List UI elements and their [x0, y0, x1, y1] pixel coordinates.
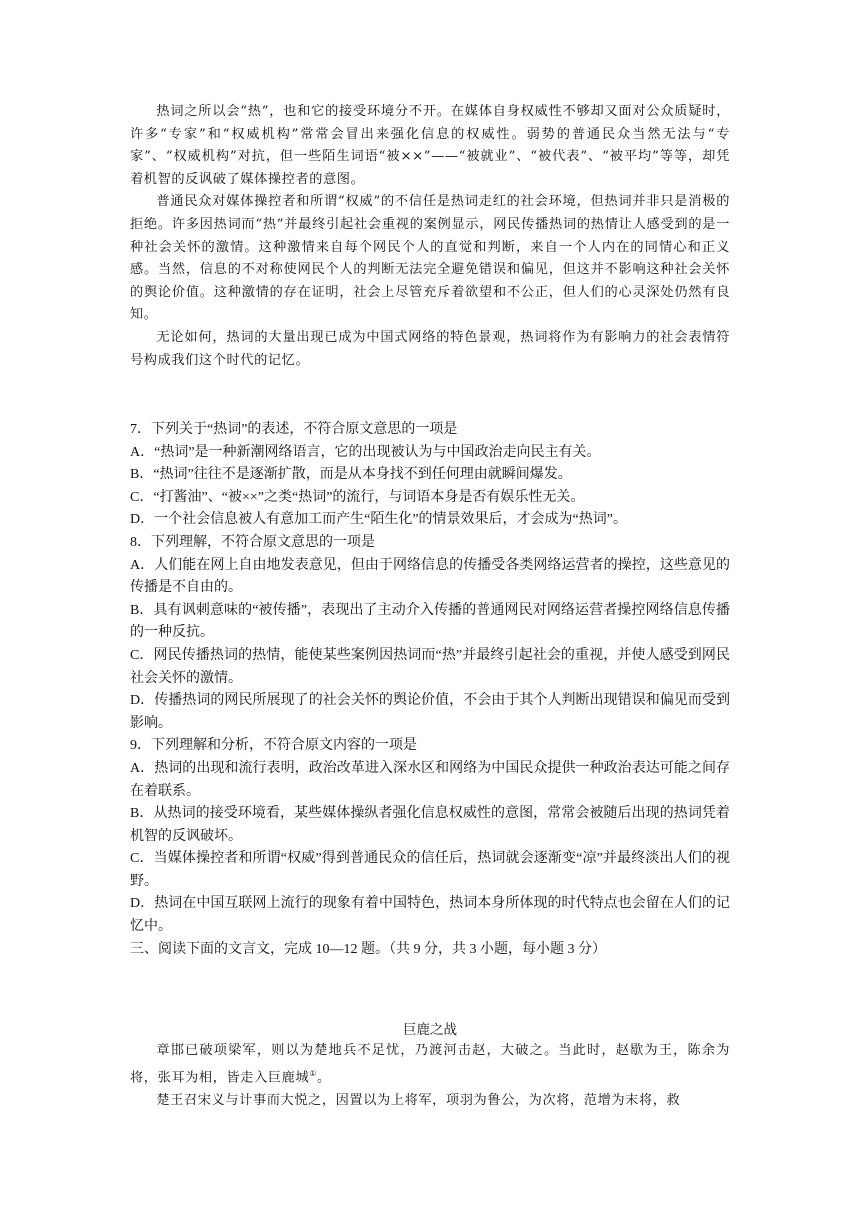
classical-paragraph-2: 楚王召宋义与计事而大悦之，因置以为上将军，项羽为鲁公，为次将，范增为末将，救 [156, 1092, 681, 1108]
option-c: C．当媒体操控者和所谓“权威”得到普通民众的信任后，热词就会逐渐变“凉”并最终淡出人们的视野。 [130, 851, 730, 889]
question-stem: 7．下列关于“热词”的表述，不符合原文意思的一项是 [130, 422, 458, 437]
classical-title: 巨鹿之战 [403, 1022, 457, 1038]
footnote-marker: ① [309, 1068, 318, 1078]
option-d: D．传播热词的网民所展现了的社会关怀的舆论价值，不会由于其个人判断出现错误和偏见而受到影响。 [130, 693, 730, 731]
questions-block [130, 419, 730, 961]
option-b: B．“热词”往往不是逐渐扩散，而是从本身找不到任何理由就瞬间爆发。 [130, 467, 572, 483]
option-b: B．从热词的接受环境看，某些媒体操纵者强化信息权威性的意图，常常会被随后出现的热词凭着机智的反讽破坏。 [130, 806, 730, 844]
classical-p1-text: 章邯已破项梁军，则以为楚地兵不足忧，乃渡河击赵，大破之。当此时，赵歇为王，陈余为将，张耳为相，皆走入巨鹿城 [130, 1043, 730, 1085]
passage [130, 101, 730, 372]
passage-paragraph-2: 普通民众对媒体操控者和所谓“权威”的不信任是热词走红的社会环境，但热词并非只是消极的拒绝。许多因热词而“热”并最终引起社会重视的案例显示，网民传播热词的热情让人感受到的是一种社会关怀的激情。这种激情来自每个网民个人的直觉和判断，来自一个人内在的同情心和正义感。当然，信息的不对称使网民个人的判断无法完全避免错误和偏见，但这并不影响这种社会关怀的舆论价值。这种激情的存在证明，社会上尽管充斥着欲望和不公正，但人们的心灵深处仍然有良知。 [130, 194, 730, 323]
classical-p1-end: 。 [317, 1069, 331, 1085]
classical-passage [130, 1040, 730, 1112]
question-8 [130, 532, 730, 735]
option-a: A．人们能在网上自由地发表意见，但由于网络信息的传播受各类网络运营者的操控，这些意见的传播是不自由的。 [130, 557, 730, 596]
question-7 [130, 419, 730, 532]
classical-paragraph-1 [130, 1040, 730, 1090]
option-d: D．一个社会信息被人有意加工而产生“陌生化”的情景效果后，才会成为“热词”。 [130, 512, 627, 528]
question-stem: 8．下列理解，不符合原文意思的一项是 [130, 534, 375, 550]
option-d: D．热词在中国互联网上流行的现象有着中国特色，热词本身所体现的时代特点也会留在人们的记忆中。 [130, 896, 730, 935]
passage-paragraph-3: 无论如何，热词的大量出现已成为中国式网络的特色景观，热词将作为有影响力的社会表情符号构成我们这个时代的记忆。 [130, 329, 730, 368]
question-9 [130, 735, 730, 938]
option-c: C．网民传播热词的热情，能使某些案例因热词而“热”并最终引起社会的重视，并使人感受到网民社会关怀的激情。 [130, 647, 730, 686]
option-a: A．“热词”是一种新潮网络语言，它的出现被认为与中国政治走向民主有关。 [130, 444, 601, 460]
option-b: B．具有讽刺意味的“被传播”，表现出了主动介入传播的普通网民对网络运营者操控网络信息传播的一种反抗。 [130, 602, 730, 641]
question-stem: 9．下列理解和分析，不符合原文内容的一项是 [130, 738, 417, 754]
option-a: A．热词的出现和流行表明，政治改革进入深水区和网络为中国民众提供一种政治表达可能之间存在着联系。 [130, 760, 730, 799]
passage-paragraph-1: 热词之所以会“热”，也和它的接受环境分不开。在媒体自身权威性不够却又面对公众质疑时，许多“专家”和“权威机构”常常会冒出来强化信息的权威性。弱势的普通民众当然无法与“专家”、“权威机构”对抗，但一些陌生词语“被××”——“被就业”、“被代表”、“被平均”等等，却凭着机智的反讽破了媒体操控者的意图。 [130, 104, 730, 187]
section-3-heading: 三、阅读下面的文言文，完成 10—12 题。（共 9 分，共 3 小题，每小题 3 分） [130, 941, 606, 957]
option-c: C．“打酱油”、“被××”之类“热词”的流行，与词语本身是否有娱乐性无关。 [130, 489, 585, 505]
